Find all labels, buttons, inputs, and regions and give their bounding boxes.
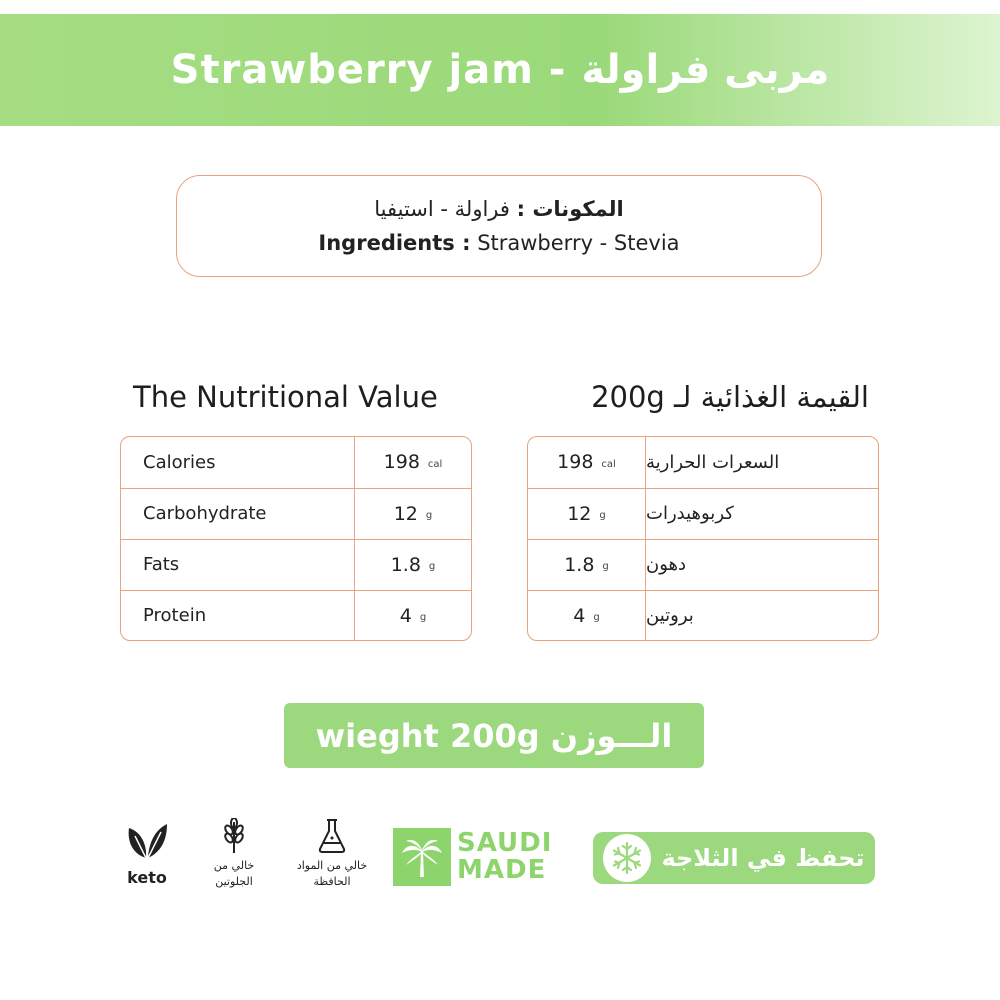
nutrient-value: 198 cal <box>528 437 646 488</box>
saudi-made-text: SAUDI MADE <box>457 828 553 885</box>
refrigerate-badge <box>593 832 875 884</box>
nutrient-value: 1.8 g <box>390 553 436 576</box>
nutrient-label: Fats <box>121 540 355 590</box>
nutrient-label: بروتين <box>646 605 694 626</box>
gluten-free-line2: الجلوتين <box>215 875 253 888</box>
wheat-icon <box>221 818 247 858</box>
table-row <box>121 488 471 539</box>
palm-tree-icon <box>393 828 451 886</box>
preservative-free-line1: خالي من المواد <box>296 859 368 872</box>
table-row <box>121 539 471 590</box>
table-row <box>121 437 471 488</box>
title-banner <box>0 14 1000 126</box>
weight-badge: wieght 200g الـــوزن <box>284 703 704 768</box>
gluten-free-badge <box>204 818 264 890</box>
nutrition-table-arabic <box>527 436 879 641</box>
table-row <box>528 590 878 641</box>
snowflake-icon <box>603 834 651 882</box>
nutrition-heading-english: The Nutritional Value <box>133 380 438 414</box>
nutrient-value: 198 cal <box>383 451 443 474</box>
preservative-free-line2: الحافظة <box>313 875 351 888</box>
nutrient-label: Carbohydrate <box>121 489 355 539</box>
nutrition-table-english <box>120 436 472 641</box>
keto-badge <box>118 820 176 886</box>
ingredients-english-label: Ingredients : <box>318 231 471 255</box>
flask-icon <box>317 818 347 858</box>
keto-label: keto <box>127 868 167 887</box>
refrigerate-label: تحفظ في الثلاجة <box>661 844 865 872</box>
ingredients-arabic <box>374 197 623 221</box>
nutrient-value: 1.8 g <box>528 540 646 590</box>
product-title: Strawberry jam - مربى فراولة <box>170 47 830 93</box>
nutrient-label: دهون <box>646 554 687 575</box>
ingredients-arabic-value: فراولة - استيفيا <box>374 197 510 221</box>
nutrient-label: السعرات الحرارية <box>646 451 780 473</box>
ingredients-english-value: Strawberry - Stevia <box>477 231 680 255</box>
nutrient-label: كربوهيدرات <box>646 503 734 524</box>
ingredients-arabic-label: المكونات : <box>516 197 624 221</box>
nutrient-value: 12 g <box>393 502 433 525</box>
saudi-made-logo <box>393 828 559 886</box>
nutrient-value: 12 g <box>528 489 646 539</box>
nutrient-label: Calories <box>121 437 355 488</box>
table-row <box>121 590 471 641</box>
gluten-free-line1: خالي من <box>213 859 255 872</box>
table-row <box>528 437 878 488</box>
ingredients-english <box>318 231 679 255</box>
nutrient-value: 4 g <box>528 591 646 641</box>
keto-leaf-icon <box>125 820 169 864</box>
preservative-free-badge <box>292 818 372 890</box>
table-row <box>528 488 878 539</box>
table-row <box>528 539 878 590</box>
nutrition-heading-arabic: القيمة الغذائية لـ 200g <box>591 380 869 414</box>
ingredients-box <box>176 175 822 277</box>
nutrient-value: 4 g <box>399 604 427 627</box>
nutrient-label: Protein <box>121 591 355 641</box>
